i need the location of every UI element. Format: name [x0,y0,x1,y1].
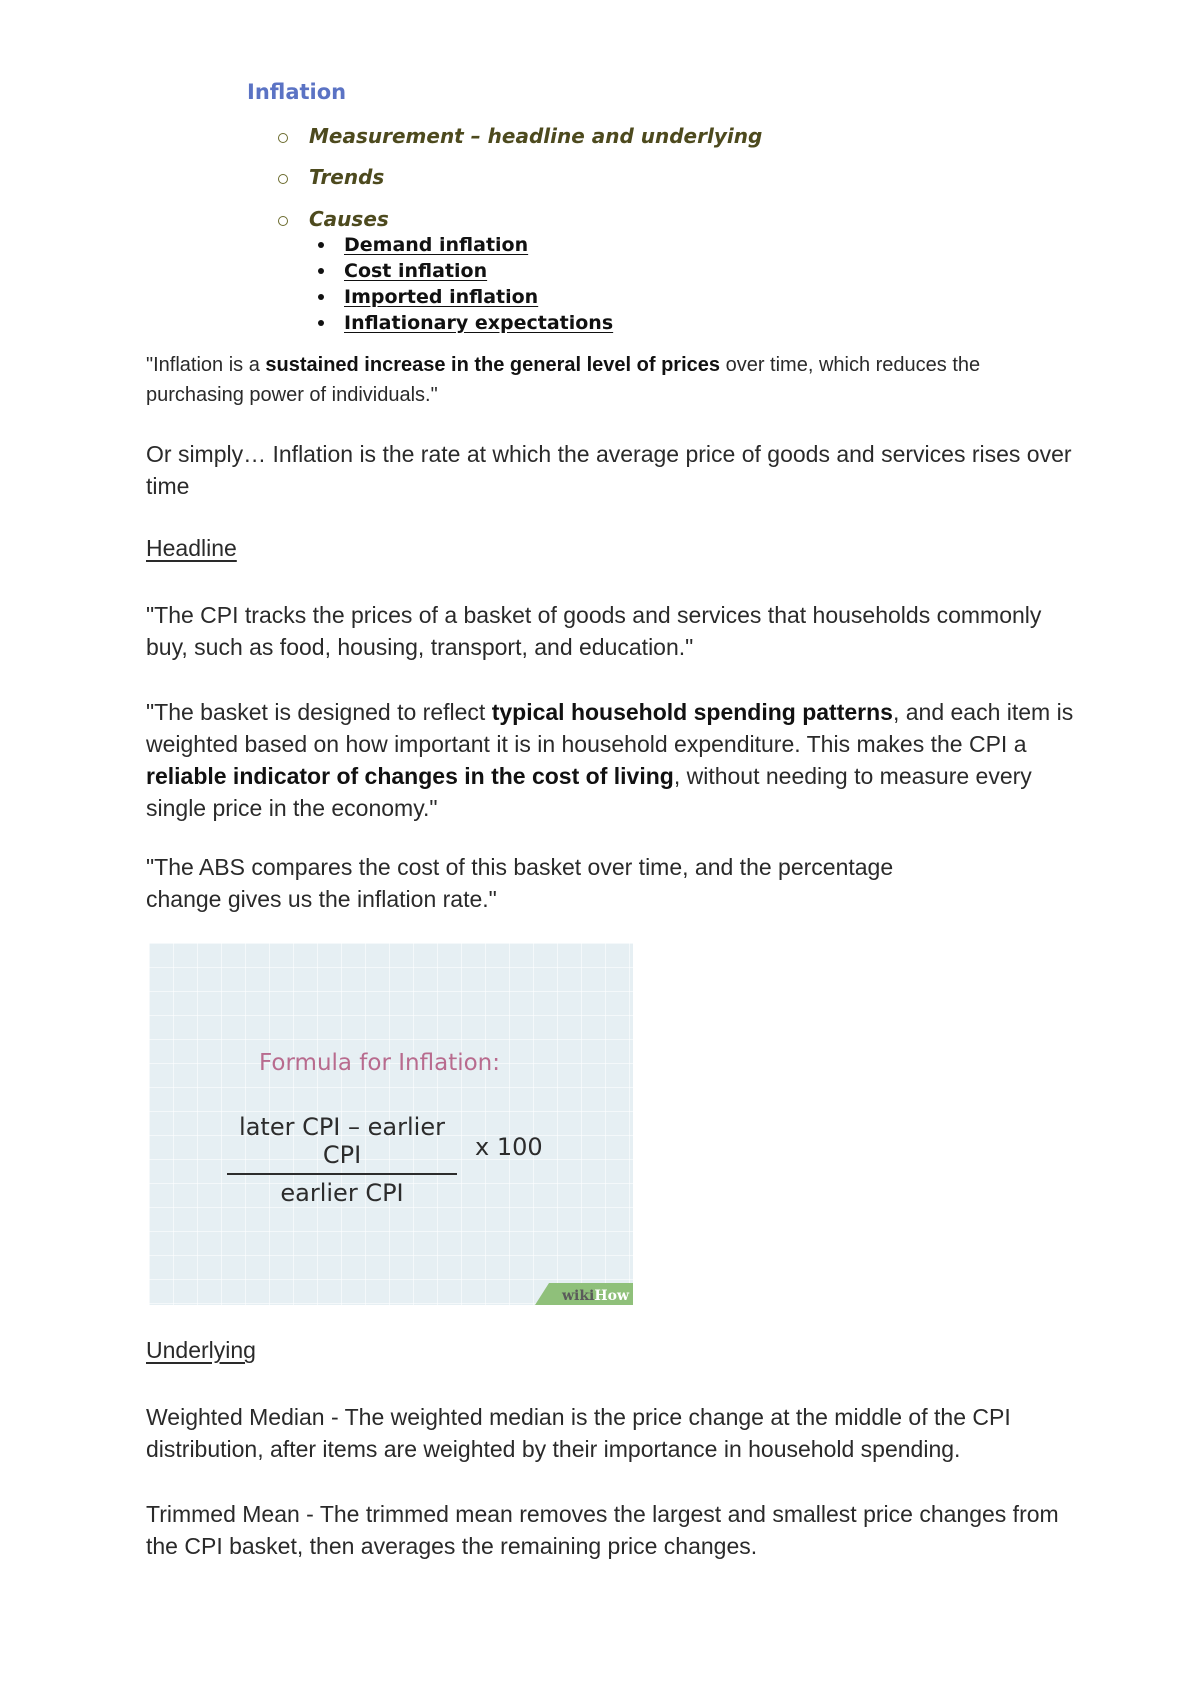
bullet-icon [318,294,324,300]
formula-fraction [227,1113,457,1207]
badge-how: How [594,1288,629,1304]
formula-denominator: earlier CPI [280,1179,404,1207]
topic-label: Measurement – headline and underlying [309,124,763,148]
cause-item [318,312,613,334]
basket-text: "The basket is designed to reflect [146,699,492,725]
cause-label: Imported inflation [344,286,539,308]
formula-multiplier: x 100 [475,1133,543,1161]
topic-label: Causes [309,207,389,231]
topic-label: Trends [309,165,385,189]
definition-text: over time, which reduces the purchasing power of individuals." [146,354,981,406]
definition-paragraph [146,350,1076,410]
bullet-icon [318,320,324,326]
underlying-heading: Underlying [146,1337,256,1363]
headline-heading: Headline [146,535,237,561]
simple-definition: Or simply… Inflation is the rate at which the average price of goods and services rises over time [146,441,1072,499]
bullet-icon [318,268,324,274]
bullet-icon [318,242,324,248]
basket-paragraph [146,696,1076,824]
basket-emphasis: typical household spending patterns [491,699,893,725]
definition-text: "Inflation is a [146,354,266,376]
cpi-paragraph: "The CPI tracks the prices of a basket of goods and services that households commonly buy, such as food, housing, transport, and education." [146,602,1042,660]
hollow-bullet-icon [278,174,288,184]
cause-label: Demand inflation [344,234,529,256]
cause-label: Inflationary expectations [344,312,614,334]
hollow-bullet-icon [278,133,288,143]
cause-label: Cost inflation [344,260,488,282]
badge-text [562,1288,629,1304]
badge-wiki: wiki [561,1288,595,1304]
cause-item [318,260,487,282]
weighted-median-paragraph: Weighted Median - The weighted median is the price change at the middle of the CPI distribution, after items are weighted by their importance in household spending. [146,1404,1011,1462]
formula-numerator: later CPI – earlier CPI [227,1113,457,1175]
definition-emphasis: sustained increase in the general level of prices [265,354,721,376]
wikihow-badge [535,1283,633,1305]
topic-causes [278,207,389,231]
cause-item [318,234,528,256]
abs-paragraph: "The ABS compares the cost of this basket over time, and the percentage change gives us the inflation rate." [146,854,894,912]
trimmed-mean-paragraph: Trimmed Mean - The trimmed mean removes the largest and smallest price changes from the CPI basket, then averages the remaining price changes. [146,1501,1059,1559]
formula-title: Formula for Inflation: [259,1050,500,1076]
topic-measurement [278,124,762,148]
inflation-formula-image [149,943,633,1305]
topic-trends [278,165,384,189]
basket-text: , without needing to measure every single price in the economy." [146,763,1032,821]
hollow-bullet-icon [278,216,288,226]
outline-title: Inflation [247,80,347,104]
cause-item [318,286,538,308]
basket-text: , and each item is weighted based on how important it is in household expenditure. This makes the CPI a [146,699,1074,757]
basket-emphasis: reliable indicator of changes in the cost of living [146,763,674,789]
